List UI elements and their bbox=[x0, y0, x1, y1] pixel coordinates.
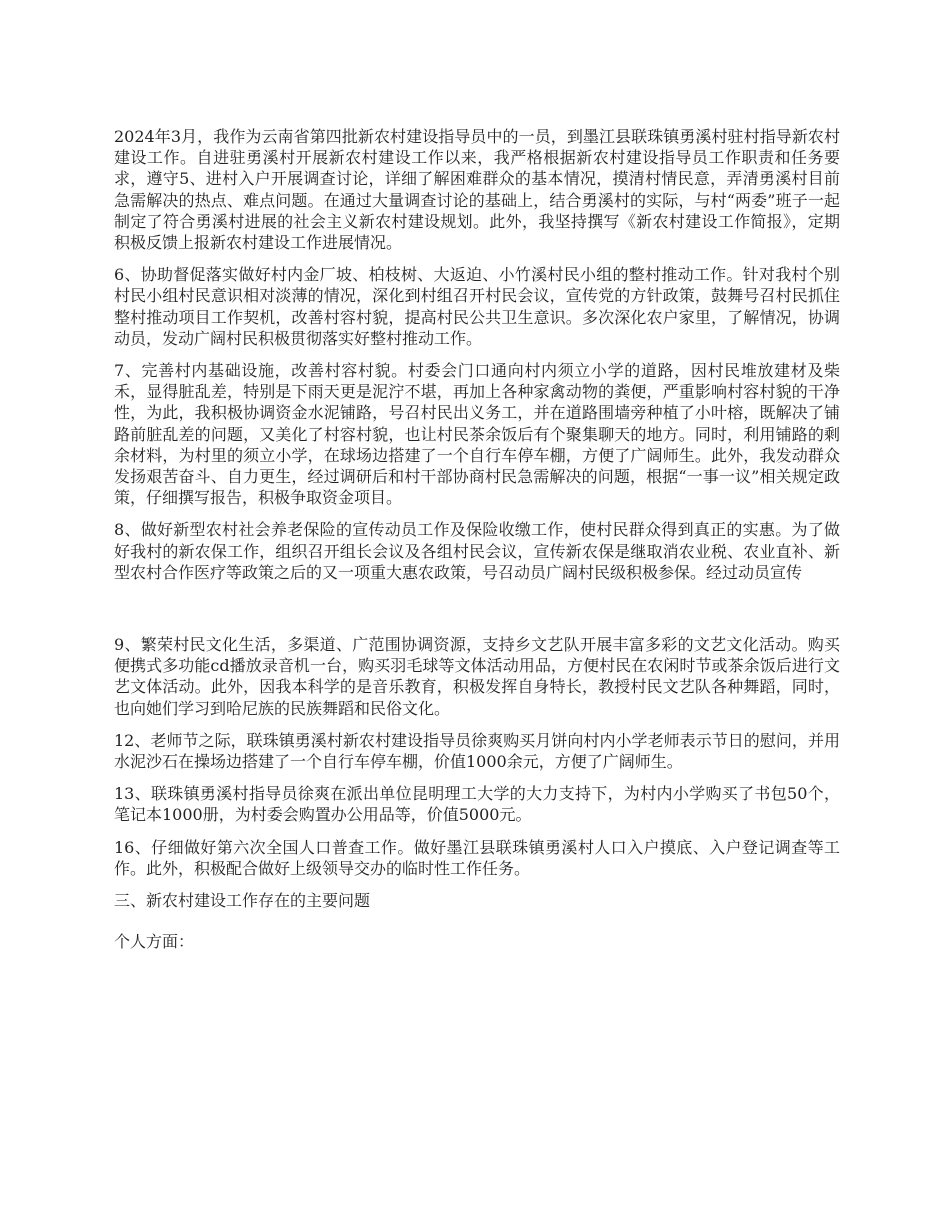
paragraph-intro: 2024年3月，我作为云南省第四批新农村建设指导员中的一员，到墨江县联珠镇勇溪村驻村指导新农村建设工作。自进驻勇溪村开展新农村建设工作以来，我严格根据新农村建设指导员工作职责和任务要求，遵守5、进村入户开展调查讨论，详细了解困难群众的基本情况，摸清村情民意，弄清勇溪村目前急需解决的热点、难点问题。在通过大量调查讨论的基础上，结合勇溪村的实际，与村“两委”班子一起制定了符合勇溪村进展的社会主义新农村建设规划。此外，我坚持撰写《新农村建设工作简报》，定期积极反馈上报新农村建设工作进展情况。 bbox=[114, 127, 840, 253]
paragraph-item-12: 12、老师节之际，联珠镇勇溪村新农村建设指导员徐爽购买月饼向村内小学老师表示节日的慰问，并用水泥沙石在操场边搭建了一个自行车停车棚，价值1000余元，方便了广阔师生。 bbox=[114, 730, 840, 772]
paragraph-item-9: 9、繁荣村民文化生活，多渠道、广范围协调资源，支持乡文艺队开展丰富多彩的文艺文化活动。购买便携式多功能cd播放录音机一台，购买羽毛球等文体活动用品，方便村民在农闲时节或茶余饭后进行文艺文体活动。此外，因我本科学的是音乐教育，积极发挥自身特长，教授村民文艺队各种舞蹈，同时，也向她们学习到哈尼族的民族舞蹈和民俗文化。 bbox=[114, 635, 840, 718]
paragraph-item-6: 6、协助督促落实做好村内金厂坡、柏枝树、大返迫、小竹溪村民小组的整村推动工作。针对我村个别村民小组村民意识相对淡薄的情况，深化到村组召开村民会议，宣传党的方针政策，鼓舞号召村民抓住整村推动项目工作契机，改善村容村貌，提高村民公共卫生意识。多次深化农户家里，了解情况，协调动员，发动广阔村民积极贯彻落实好整村推动工作。 bbox=[114, 265, 840, 348]
paragraph-item-8: 8、做好新型农村社会养老保险的宣传动员工作及保险收缴工作，使村民群众得到真正的实惠。为了做好我村的新农保工作，组织召开组长会议及各组村民会议，宣传新农保是继取消农业税、农业直补、新型农村合作医疗等政策之后的又一项重大惠农政策，号召动员广阔村民级积极参保。经过动员宣传 bbox=[114, 520, 840, 582]
paragraph-item-13: 13、联珠镇勇溪村指导员徐爽在派出单位昆明理工大学的大力支持下，为村内小学购买了书包50个，笔记本1000册，为村委会购置办公用品等，价值5000元。 bbox=[114, 784, 840, 825]
paragraph-item-16: 16、仔细做好第六次全国人口普查工作。做好墨江县联珠镇勇溪村人口入户摸底、入户登记调查等工作。此外，积极配合做好上级领导交办的临时性工作任务。 bbox=[114, 837, 840, 878]
blank-gap bbox=[114, 594, 840, 634]
section-heading-problems: 三、新农村建设工作存在的主要问题 bbox=[114, 891, 371, 911]
paragraph-item-7: 7、完善村内基础设施，改善村容村貌。村委会门口通向村内须立小学的道路，因村民堆放建材及柴禾，显得脏乱差，特别是下雨天更是泥泞不堪，再加上各种家禽动物的粪便，严重影响村容村貌的干净性，为此，我积极协调资金水泥铺路，号召村民出义务工，并在道路围墙旁种植了小叶榕，既解决了铺路前脏乱差的问题，又美化了村容村貌，也让村民茶余饭后有个聚集聊天的地方。同时，利用铺路的剩余材料，为村里的须立小学，在球场边搭建了一个自行车停车棚，方便了广阔师生。此外，我发动群众发扬艰苦奋斗、自力更生，经过调研后和村干部协商村民急需解决的问题，根据“一事一议”相关规定政策，仔细撰写报告，积极争取资金项目。 bbox=[114, 361, 840, 508]
document-page bbox=[114, 126, 840, 964]
subheading-personal: 个人方面： bbox=[114, 932, 195, 952]
